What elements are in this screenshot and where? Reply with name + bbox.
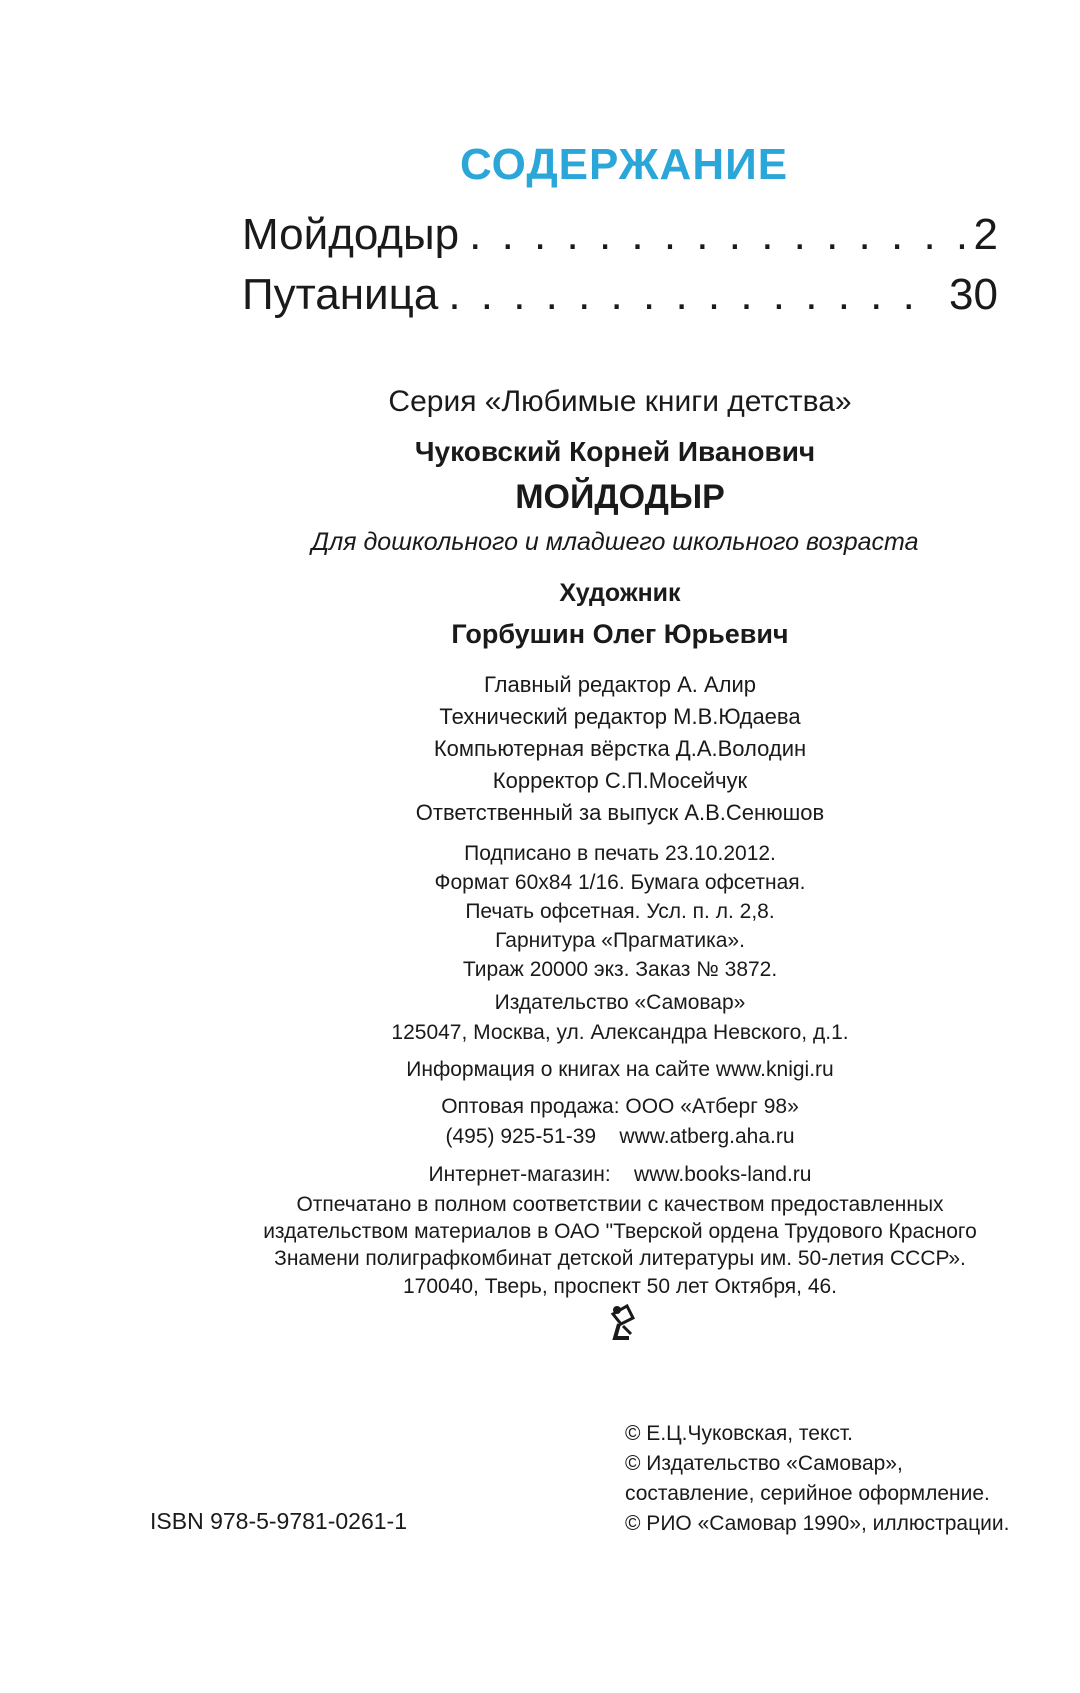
wholesale-line: Оптовая продажа: ООО «Атберг 98» <box>441 1095 799 1118</box>
staff-line: Ответственный за выпуск А.В.Сенюшов <box>415 800 825 825</box>
publisher-line: Издательство «Самовар» <box>494 991 746 1014</box>
printed-line: Отпечатано в полном соответствии с качеством предоставленных <box>296 1193 944 1216</box>
staff-line: Главный редактор А. Алир <box>483 672 757 697</box>
artist-label: Художник <box>559 579 681 607</box>
reading-figure-logo-icon <box>607 1302 639 1342</box>
info-website[interactable]: Информация о книгах на сайте www.knigi.ru <box>406 1058 834 1081</box>
contents-title: СОДЕРЖАНИЕ <box>460 140 789 189</box>
audience-note: Для дошкольного и младшего школьного возраста <box>311 528 919 556</box>
toc-item-putanitsa[interactable] <box>242 270 998 320</box>
copyright-line: © РИО «Самовар 1990», иллюстрации. <box>625 1512 1010 1535</box>
copyright-line: составление, серийное оформление. <box>625 1482 990 1505</box>
printer-address: 170040, Тверь, проспект 50 лет Октября, 46. <box>402 1275 838 1298</box>
copyright-line: © Издательство «Самовар», <box>625 1452 903 1475</box>
author-name: Чуковский Корней Иванович <box>414 436 816 467</box>
publication-line: Печать офсетная. Усл. п. л. 2,8. <box>465 900 775 923</box>
toc-leader-dots <box>469 210 963 260</box>
printed-line: издательством материалов в ОАО "Тверской ордена Трудового Красного <box>263 1220 977 1243</box>
toc-leader-dots <box>448 270 939 320</box>
toc-item-page: 2 <box>973 210 998 259</box>
wholesale-contact[interactable]: (495) 925-51-39 www.atberg.aha.ru <box>445 1125 795 1148</box>
staff-line: Корректор С.П.Мосейчук <box>492 768 748 793</box>
toc-item-moidodyr[interactable] <box>242 210 998 260</box>
publication-line: Формат 60х84 1/16. Бумага офсетная. <box>434 871 806 894</box>
publisher-address: 125047, Москва, ул. Александра Невского, д.1. <box>391 1021 849 1044</box>
series-line: Серия «Любимые книги детства» <box>388 385 852 418</box>
artist-name: Горбушин Олег Юрьевич <box>451 619 789 649</box>
publication-line: Тираж 20000 экз. Заказ № 3872. <box>462 958 778 981</box>
copyright-line: © Е.Ц.Чуковская, текст. <box>625 1422 854 1445</box>
staff-line: Компьютерная вёрстка Д.А.Володин <box>433 736 807 761</box>
toc-item-title: Мойдодыр <box>242 210 460 259</box>
toc-item-page: 30 <box>949 270 998 319</box>
staff-line: Технический редактор М.В.Юдаева <box>439 704 801 729</box>
publication-line: Гарнитура «Прагматика». <box>495 929 745 952</box>
publication-line: Подписано в печать 23.10.2012. <box>464 842 776 865</box>
toc-item-title: Путаница <box>242 270 439 319</box>
isbn: ISBN 978-5-9781-0261-1 <box>150 1508 407 1534</box>
book-title: МОЙДОДЫР <box>515 478 725 516</box>
printed-line: Знамени полиграфкомбинат детской литературы им. 50-летия СССР». <box>274 1247 966 1270</box>
online-shop[interactable]: Интернет-магазин: www.books-land.ru <box>428 1163 812 1186</box>
